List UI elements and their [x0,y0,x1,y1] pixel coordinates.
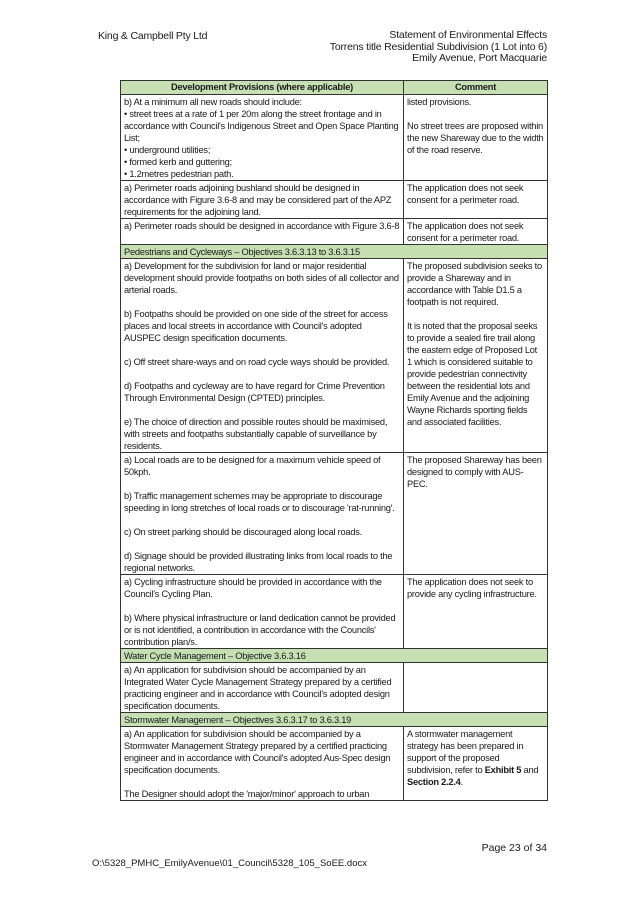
provision-text: a) Perimeter roads adjoining bushland should be designed in accordance with Figure 3.6-8 and may be considered part of the APZ requirements for the adjoining land. [124,183,392,217]
comment-text: The application does not seek consent for a perimeter road. [407,183,524,205]
provision-text: c) On street parking should be discouraged along local roads. [124,527,362,537]
table-row [121,181,548,219]
doc-title: Statement of Environmental Effects [389,29,547,41]
section-reference: Section 2.2.4 [407,777,461,787]
document-header [330,30,547,65]
table-row [121,95,548,181]
provision-text: d) Footpaths and cycleway are to have regard for Crime Prevention Through Environmental Design (CPTED) principles. [124,381,385,403]
comment-text: The proposed subdivision seeks to provide a Shareway and in accordance with Table D1.5 a footpath is not required. [407,261,542,307]
provision-text: a) Cycling infrastructure should be provided in accordance with the Council's Cycling Plan. [124,577,382,599]
section-row [121,713,548,727]
provision-text: b) Traffic management schemes may be appropriate to discourage speeding in long stretches of local roads or to discourage 'rat-running'. [124,491,395,513]
comment-text-part: and [521,765,539,775]
provision-cell [121,727,404,801]
provision-text: a) Local roads are to be designed for a maximum vehicle speed of 50kph. [124,455,381,477]
provision-text: b) At a minimum all new roads should include: [124,97,302,107]
table-row [121,575,548,649]
section-heading-water-cycle: Water Cycle Management – Objective 3.6.3.16 [121,649,548,663]
provision-cell [121,181,404,219]
provision-cell [121,95,404,181]
comment-cell [404,663,548,713]
comment-cell [404,727,548,801]
file-path: O:\5328_PMHC_EmilyAvenue\01_Council\5328_105_SoEE.docx [92,858,367,869]
doc-subtitle: Torrens title Residential Subdivision (1 Lot into 6) [329,40,547,53]
provision-text: c) Off street share-ways and on road cycle ways should be provided. [124,357,390,367]
comment-text: The application does not seek consent for a perimeter road. [407,221,524,243]
comment-text [407,728,544,788]
comment-cell [404,181,548,219]
provision-cell [121,219,404,245]
doc-location: Emily Avenue, Port Macquarie [412,52,547,65]
provision-text: e) The choice of direction and possible routes should be maximised, with streets and footpaths substantially capable of surveillance by residents. [124,417,388,451]
section-heading-pedestrians: Pedestrians and Cycleways – Objectives 3.6.3.13 to 3.6.3.15 [121,245,548,259]
provision-text: The Designer should adopt the 'major/minor' approach to urban [124,789,370,799]
comment-cell [404,259,548,453]
provision-text: a) Development for the subdivision for land or major residential development should provide footpaths on both sides of all collector and arterial roads. [124,261,399,295]
table-row [121,663,548,713]
provision-text: a) An application for subdivision should be accompanied by a Stormwater Management Strategy prepared by a certified practicing engineer and in accordance with Council's adopted Aus-Spec design specification documents. [124,729,391,775]
exhibit-reference: Exhibit 5 [484,765,522,775]
comment-cell [404,575,548,649]
comment-text-part: . [460,777,463,787]
provision-text: b) Footpaths should be provided on one side of the street for access places and local streets in accordance with Council's adopted AUSPEC design specification documents. [124,309,388,343]
provision-cell [121,575,404,649]
table-header-row [121,81,548,95]
company-name: King & Campbell Pty Ltd [98,30,208,42]
provision-text: • street trees at a rate of 1 per 20m along the street frontage and in accordance with Council's Indigenous Street and Open Space Planting List; [124,109,399,143]
provision-text: a) Perimeter roads should be designed in accordance with Figure 3.6-8 [124,221,400,231]
comment-text: The application does not seek to provide any cycling infrastructure. [407,577,537,599]
section-heading-stormwater: Stormwater Management – Objectives 3.6.3.17 to 3.6.3.19 [121,713,548,727]
comment-text: The proposed Shareway has been designed to comply with AUS-PEC. [407,455,542,489]
comment-cell [404,95,548,181]
comment-text: No street trees are proposed within the new Shareway due to the width of the road reserve. [407,121,544,155]
provision-cell [121,453,404,575]
comment-text-part: A stormwater management strategy has been prepared in support of the proposed subdivision, refer to [407,729,524,775]
table-row [121,219,548,245]
comment-cell [404,219,548,245]
provision-text: d) Signage should be provided illustrating links from local roads to the regional networks. [124,551,393,573]
provision-text: • underground utilities; [124,145,211,155]
comment-text: listed provisions. [407,97,472,107]
table-row [121,453,548,575]
table-row [121,727,548,801]
provision-text: a) An application for subdivision should be accompanied by an Integrated Water Cycle Management Strategy prepared by a certified practicing engineer and in accordance with Council's adopted design specification documents. [124,665,392,711]
provision-cell [121,259,404,453]
provision-text: • 1.2metres pedestrian path. [124,169,234,179]
provisions-table [120,80,548,801]
section-row [121,649,548,663]
page-number: Page 23 of 34 [481,842,547,854]
comment-cell [404,453,548,575]
provision-text: • formed kerb and guttering; [124,157,232,167]
provision-cell [121,663,404,713]
comment-text: It is noted that the proposal seeks to provide a sealed fire trail along the eastern edge of Proposed Lot 1 which is considered suitable to provide pedestrian connectivity between the residential lots and Emily Avenue and the adjoining Wayne Richards sporting fields and associated facilities. [407,321,538,427]
col-header-comment: Comment [404,81,548,95]
provision-text: b) Where physical infrastructure or land dedication cannot be provided or is not identified, a contribution in accordance with the Councils' contribution plan/s. [124,613,396,647]
col-header-provisions: Development Provisions (where applicable) [121,81,404,95]
table-row [121,259,548,453]
section-row [121,245,548,259]
